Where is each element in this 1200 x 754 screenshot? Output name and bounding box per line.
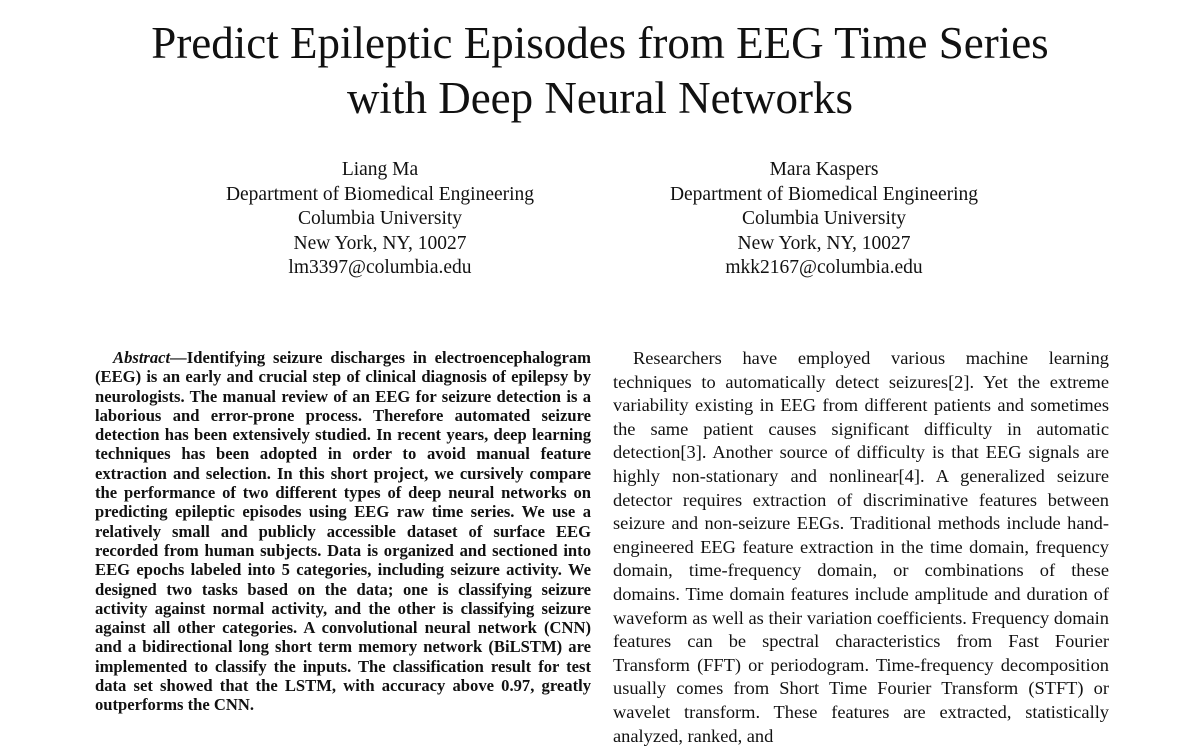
author-block-2 (604, 158, 1044, 281)
abstract-label: Abstract— (113, 348, 187, 367)
author-department: Department of Biomedical Engineering (225, 183, 535, 205)
paper-title (0, 16, 1200, 126)
author-block-1 (160, 158, 600, 281)
author-name: Mara Kaspers (769, 159, 879, 180)
author-university: Columbia University (297, 208, 463, 229)
title-line-2: with Deep Neural Networks (346, 73, 854, 123)
abstract-text: Identifying seizure discharges in electroencephalogram (EEG) is an early and crucial step of clinical diagnosis of epilepsy by neurologists. The manual review of an EEG for seizure detection is a laborious and error-prone process. Therefore automated seizure detection has been extensively studied. In recent years, deep learning techniques has been adopted in order to avoid manual feature extraction and selection. In this short project, we cursively compare the performance of two different types of deep neural networks on predicting epileptic episodes using EEG raw time series. We use a relatively small and publicly accessible dataset of surface EEG recorded from human subjects. Data is organized and sectioned into EEG epochs labeled into 5 categories, including seizure activity. We designed two tasks based on the data; one is classifying seizure activity against normal activity, and the other is classifying seizure against all other categories. A convolutional neural network (CNN) and a bidirectional long short term memory network (BiLSTM) are implemented to classify the inputs. The classification result for test data set showed that the LSTM, with accuracy above 0.97, greatly outperforms the CNN. (95, 348, 591, 715)
author-department: Department of Biomedical Engineering (669, 183, 979, 205)
author-name: Liang Ma (341, 159, 419, 180)
author-university: Columbia University (741, 208, 907, 229)
author-email: lm3397@columbia.edu (288, 257, 472, 278)
author-location: New York, NY, 10027 (293, 232, 467, 254)
introduction-text: Researchers have employed various machine learning techniques to automatically detect seizures[2]. Yet the extreme variability existing in EEG from different patients and sometimes the same patient causes significant difficulty in automatic detection[3]. Another source of difficulty is that EEG signals are highly non-stationary and nonlinear[4]. A generalized seizure detector requires extraction of discriminative features between seizure and non-seizure EEGs. Traditional methods include hand-engineered EEG feature extraction in the time domain, frequency domain, time-frequency domain, or combinations of these domains. Time domain features include amplitude and duration of waveform as well as their variation coefficients. Frequency domain features can be spectral characteristics from Fast Fourier Transform (FFT) or periodogram. Time-frequency decomposition usually comes from Short Time Fourier Transform (STFT) or wavelet transform. These features are extracted, statistically analyzed, ranked, and (613, 348, 1109, 746)
title-line-1: Predict Epileptic Episodes from EEG Time Series (151, 18, 1049, 68)
author-location: New York, NY, 10027 (737, 232, 911, 254)
abstract (95, 348, 591, 715)
author-email: mkk2167@columbia.edu (725, 257, 923, 278)
introduction-paragraph (613, 347, 1109, 748)
